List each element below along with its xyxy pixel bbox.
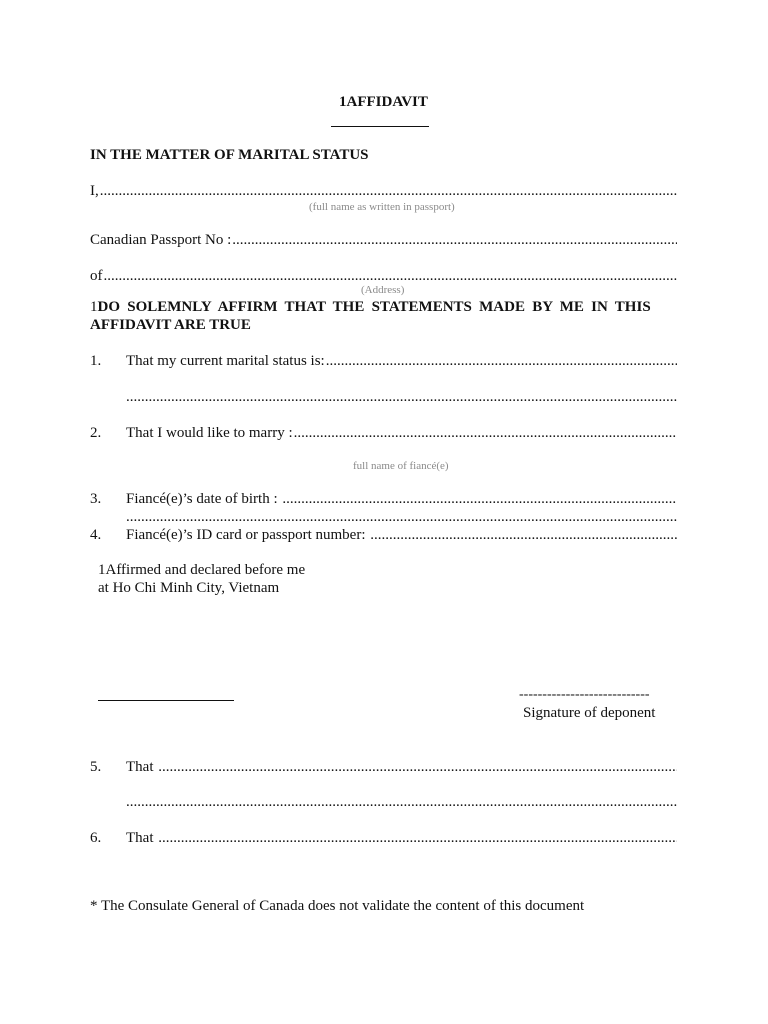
item-3-field[interactable] (126, 491, 677, 508)
address-dots (104, 268, 678, 285)
item-3-number: 3. (90, 491, 102, 507)
name-label: I, (90, 183, 99, 199)
item-6-dots (158, 830, 677, 847)
item-4-dots (370, 527, 677, 544)
item-1-label: That my current marital status is: (126, 353, 325, 369)
deponent-signature-dashes: ---------------------------- (519, 687, 650, 702)
item-1-field[interactable] (126, 353, 677, 370)
item-5-dots (158, 759, 677, 776)
item-2-dots (294, 425, 677, 442)
affidavit-title: 1AFFIDAVIT (339, 94, 428, 110)
footnote: * The Consulate General of Canada does not validate the content of this document (90, 898, 585, 914)
title-underline (331, 126, 429, 127)
affirm-prefix: 1 (90, 299, 98, 315)
passport-field[interactable] (90, 232, 677, 249)
item-2-number: 2. (90, 425, 102, 441)
item-1-number: 1. (90, 353, 102, 369)
affirm-text-2: AFFIDAVIT ARE TRUE (90, 317, 251, 333)
item-5-continuation[interactable] (126, 794, 677, 811)
fiance-caption: full name of fiancé(e) (353, 460, 449, 472)
address-label: of (90, 268, 103, 284)
affirm-text-1: DO SOLEMNLY AFFIRM THAT THE STATEMENTS MADE BY ME IN THIS (97, 299, 651, 315)
item-4-field[interactable] (126, 527, 677, 544)
affirm-line-1 (90, 299, 677, 316)
item-4-number: 4. (90, 527, 102, 543)
item-3-label: Fiancé(e)’s date of birth : (126, 491, 282, 507)
officer-signature-line (98, 700, 234, 701)
affirmed-line-2: at Ho Chi Minh City, Vietnam (98, 580, 280, 596)
matter-heading: IN THE MATTER OF MARITAL STATUS (90, 147, 369, 163)
item-2-field[interactable] (126, 425, 677, 442)
item-5-dots-2 (126, 794, 677, 811)
item-6-label: That (126, 830, 158, 846)
deponent-signature-label: Signature of deponent (523, 705, 656, 721)
passport-dots (232, 232, 677, 249)
item-3-continuation[interactable] (126, 509, 677, 526)
affirmed-line-1: 1Affirmed and declared before me (98, 562, 306, 578)
name-dots (100, 183, 677, 200)
item-5-label: That (126, 759, 158, 775)
passport-label: Canadian Passport No : (90, 232, 232, 248)
item-4-label: Fiancé(e)’s ID card or passport number: (126, 527, 370, 543)
address-field[interactable] (90, 268, 677, 285)
name-caption: (full name as written in passport) (309, 201, 455, 213)
name-field[interactable] (90, 183, 677, 200)
item-1-continuation[interactable] (126, 389, 677, 406)
item-5-field[interactable] (126, 759, 677, 776)
item-2-label: That I would like to marry : (126, 425, 293, 441)
item-1-dots (326, 353, 677, 370)
item-3-dots-2 (126, 509, 677, 526)
address-caption: (Address) (361, 284, 405, 296)
item-3-dots (282, 491, 677, 508)
item-6-number: 6. (90, 830, 102, 846)
item-6-field[interactable] (126, 830, 677, 847)
item-1-dots-2 (126, 389, 677, 406)
item-5-number: 5. (90, 759, 102, 775)
